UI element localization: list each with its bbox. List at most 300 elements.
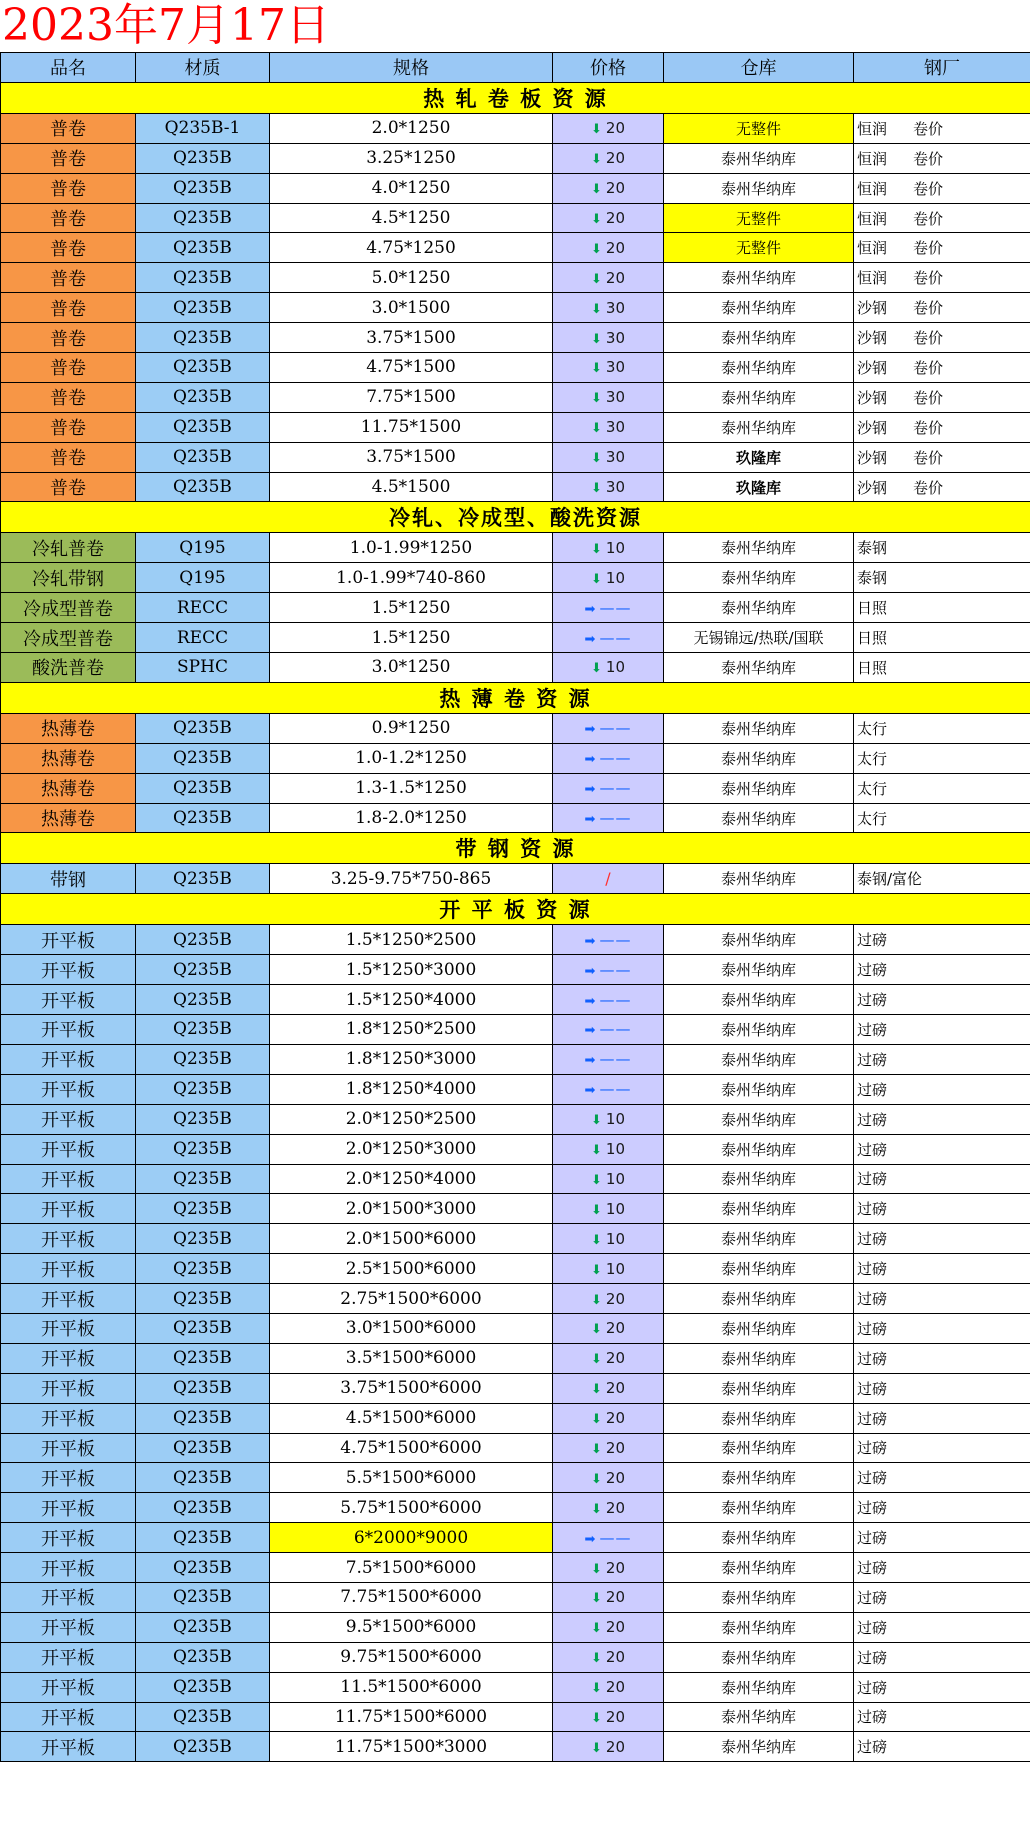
spec-cell[interactable]: 4.75*1500 <box>270 353 553 383</box>
mill-cell[interactable] <box>854 263 1030 293</box>
spec-cell[interactable]: 3.25*1250 <box>270 143 553 173</box>
warehouse-cell[interactable]: 泰州华纳库 <box>664 563 854 593</box>
warehouse-cell[interactable]: 泰州华纳库 <box>664 1373 854 1403</box>
spec-cell[interactable]: 1.5*1250*3000 <box>270 955 553 985</box>
product-name-cell[interactable]: 热薄卷 <box>1 713 136 743</box>
section-title[interactable]: 带 钢 资 源 <box>1 833 1030 864</box>
warehouse-cell[interactable]: 无整件 <box>664 203 854 233</box>
price-cell[interactable] <box>553 293 664 323</box>
mill-cell[interactable] <box>854 803 1030 833</box>
product-name-cell[interactable]: 普卷 <box>1 442 136 472</box>
product-name-cell[interactable]: 开平板 <box>1 1015 136 1045</box>
warehouse-cell[interactable]: 泰州华纳库 <box>664 1463 854 1493</box>
product-name-cell[interactable]: 普卷 <box>1 293 136 323</box>
mill-cell[interactable] <box>854 1015 1030 1045</box>
price-cell[interactable] <box>553 1015 664 1045</box>
material-cell[interactable]: Q235B <box>136 1164 270 1194</box>
material-cell[interactable]: Q235B <box>136 1702 270 1732</box>
mill-cell[interactable] <box>854 382 1030 412</box>
spec-cell[interactable]: 1.5*1250 <box>270 593 553 623</box>
material-cell[interactable]: Q235B <box>136 985 270 1015</box>
warehouse-cell[interactable]: 泰州华纳库 <box>664 293 854 323</box>
price-cell[interactable] <box>553 623 664 653</box>
mill-cell[interactable] <box>854 412 1030 442</box>
spec-cell[interactable]: 3.75*1500*6000 <box>270 1373 553 1403</box>
material-cell[interactable]: Q235B-1 <box>136 113 270 143</box>
warehouse-cell[interactable]: 泰州华纳库 <box>664 864 854 894</box>
product-name-cell[interactable]: 开平板 <box>1 1164 136 1194</box>
spec-cell[interactable]: 3.75*1500 <box>270 323 553 353</box>
product-name-cell[interactable]: 开平板 <box>1 1493 136 1523</box>
spec-cell[interactable]: 5.0*1250 <box>270 263 553 293</box>
spec-cell[interactable]: 3.75*1500 <box>270 442 553 472</box>
spec-cell[interactable]: 7.75*1500 <box>270 382 553 412</box>
warehouse-cell[interactable]: 泰州华纳库 <box>664 1194 854 1224</box>
warehouse-cell[interactable]: 泰州华纳库 <box>664 955 854 985</box>
mill-cell[interactable] <box>854 1074 1030 1104</box>
material-cell[interactable]: Q235B <box>136 1284 270 1314</box>
price-cell[interactable] <box>553 1104 664 1134</box>
price-cell[interactable] <box>553 955 664 985</box>
price-cell[interactable] <box>553 803 664 833</box>
mill-cell[interactable] <box>854 1104 1030 1134</box>
price-cell[interactable] <box>553 1194 664 1224</box>
warehouse-cell[interactable]: 泰州华纳库 <box>664 1044 854 1074</box>
price-cell[interactable] <box>553 925 664 955</box>
spec-cell[interactable]: 4.5*1250 <box>270 203 553 233</box>
material-cell[interactable]: Q235B <box>136 955 270 985</box>
material-cell[interactable]: Q235B <box>136 1194 270 1224</box>
price-cell[interactable] <box>553 563 664 593</box>
price-cell[interactable] <box>553 1343 664 1373</box>
material-cell[interactable]: RECC <box>136 593 270 623</box>
mill-cell[interactable] <box>854 985 1030 1015</box>
material-cell[interactable]: RECC <box>136 623 270 653</box>
mill-cell[interactable] <box>854 1373 1030 1403</box>
warehouse-cell[interactable]: 泰州华纳库 <box>664 323 854 353</box>
spec-cell[interactable]: 2.75*1500*6000 <box>270 1284 553 1314</box>
material-cell[interactable]: Q235B <box>136 293 270 323</box>
spec-cell[interactable]: 7.75*1500*6000 <box>270 1582 553 1612</box>
spec-cell[interactable]: 2.0*1250 <box>270 113 553 143</box>
warehouse-cell[interactable]: 泰州华纳库 <box>664 143 854 173</box>
mill-cell[interactable] <box>854 593 1030 623</box>
spec-cell[interactable]: 1.8*1250*4000 <box>270 1074 553 1104</box>
mill-cell[interactable] <box>854 713 1030 743</box>
warehouse-cell[interactable]: 玖隆库 <box>664 442 854 472</box>
material-cell[interactable]: Q235B <box>136 1612 270 1642</box>
material-cell[interactable]: Q235B <box>136 1134 270 1164</box>
material-cell[interactable]: Q235B <box>136 743 270 773</box>
mill-cell[interactable] <box>854 113 1030 143</box>
price-cell[interactable] <box>553 1702 664 1732</box>
material-cell[interactable]: Q235B <box>136 382 270 412</box>
product-name-cell[interactable]: 普卷 <box>1 472 136 502</box>
product-name-cell[interactable]: 普卷 <box>1 353 136 383</box>
price-cell[interactable] <box>553 533 664 563</box>
price-cell[interactable] <box>553 743 664 773</box>
spec-cell[interactable]: 2.0*1250*4000 <box>270 1164 553 1194</box>
mill-cell[interactable] <box>854 143 1030 173</box>
spec-cell[interactable]: 1.0-1.99*1250 <box>270 533 553 563</box>
spec-cell[interactable]: 2.0*1250*3000 <box>270 1134 553 1164</box>
spec-cell[interactable]: 1.8*1250*3000 <box>270 1044 553 1074</box>
price-cell[interactable] <box>553 442 664 472</box>
mill-cell[interactable] <box>854 293 1030 323</box>
material-cell[interactable]: Q235B <box>136 1672 270 1702</box>
section-title[interactable]: 开 平 板 资 源 <box>1 894 1030 925</box>
material-cell[interactable]: Q235B <box>136 1224 270 1254</box>
material-cell[interactable]: Q235B <box>136 412 270 442</box>
warehouse-cell[interactable]: 泰州华纳库 <box>664 173 854 203</box>
product-name-cell[interactable]: 酸洗普卷 <box>1 653 136 683</box>
product-name-cell[interactable]: 普卷 <box>1 382 136 412</box>
price-cell[interactable] <box>553 1074 664 1104</box>
price-cell[interactable] <box>553 1732 664 1762</box>
mill-cell[interactable] <box>854 955 1030 985</box>
spec-cell[interactable]: 1.0-1.99*740-860 <box>270 563 553 593</box>
mill-cell[interactable] <box>854 1224 1030 1254</box>
product-name-cell[interactable]: 开平板 <box>1 1074 136 1104</box>
product-name-cell[interactable]: 开平板 <box>1 1553 136 1583</box>
spec-cell[interactable]: 1.5*1250*2500 <box>270 925 553 955</box>
price-cell[interactable] <box>553 323 664 353</box>
warehouse-cell[interactable]: 无整件 <box>664 233 854 263</box>
price-cell[interactable] <box>553 1642 664 1672</box>
product-name-cell[interactable]: 普卷 <box>1 412 136 442</box>
spec-cell[interactable]: 3.0*1500 <box>270 293 553 323</box>
mill-cell[interactable] <box>854 773 1030 803</box>
spec-cell[interactable]: 3.25-9.75*750-865 <box>270 864 553 894</box>
warehouse-cell[interactable]: 泰州华纳库 <box>664 713 854 743</box>
price-cell[interactable] <box>553 593 664 623</box>
header-cell-warehouse[interactable]: 仓库 <box>664 53 854 83</box>
price-cell[interactable] <box>553 1164 664 1194</box>
warehouse-cell[interactable]: 泰州华纳库 <box>664 1493 854 1523</box>
spec-cell[interactable]: 11.75*1500 <box>270 412 553 442</box>
product-name-cell[interactable]: 普卷 <box>1 113 136 143</box>
spec-cell[interactable]: 4.5*1500*6000 <box>270 1403 553 1433</box>
header-cell-price[interactable]: 价格 <box>553 53 664 83</box>
price-cell[interactable] <box>553 1493 664 1523</box>
spec-cell[interactable]: 9.75*1500*6000 <box>270 1642 553 1672</box>
spec-cell[interactable]: 4.0*1250 <box>270 173 553 203</box>
spec-cell[interactable]: 1.3-1.5*1250 <box>270 773 553 803</box>
product-name-cell[interactable]: 开平板 <box>1 1732 136 1762</box>
warehouse-cell[interactable]: 泰州华纳库 <box>664 1582 854 1612</box>
product-name-cell[interactable]: 开平板 <box>1 1373 136 1403</box>
warehouse-cell[interactable]: 泰州华纳库 <box>664 1642 854 1672</box>
material-cell[interactable]: Q235B <box>136 1493 270 1523</box>
warehouse-cell[interactable]: 泰州华纳库 <box>664 1134 854 1164</box>
price-cell[interactable] <box>553 173 664 203</box>
mill-cell[interactable] <box>854 1612 1030 1642</box>
warehouse-cell[interactable]: 泰州华纳库 <box>664 1732 854 1762</box>
price-cell[interactable] <box>553 1672 664 1702</box>
product-name-cell[interactable]: 带钢 <box>1 864 136 894</box>
price-cell[interactable] <box>553 1612 664 1642</box>
material-cell[interactable]: Q235B <box>136 925 270 955</box>
material-cell[interactable]: Q195 <box>136 533 270 563</box>
warehouse-cell[interactable]: 泰州华纳库 <box>664 1164 854 1194</box>
material-cell[interactable]: Q235B <box>136 1403 270 1433</box>
price-cell[interactable] <box>553 412 664 442</box>
price-cell[interactable] <box>553 653 664 683</box>
material-cell[interactable]: Q235B <box>136 1463 270 1493</box>
price-cell[interactable] <box>553 1403 664 1433</box>
material-cell[interactable]: Q235B <box>136 1015 270 1045</box>
product-name-cell[interactable]: 开平板 <box>1 955 136 985</box>
price-cell[interactable] <box>553 1463 664 1493</box>
product-name-cell[interactable]: 开平板 <box>1 1702 136 1732</box>
mill-cell[interactable] <box>854 1702 1030 1732</box>
price-cell[interactable] <box>553 353 664 383</box>
material-cell[interactable]: Q235B <box>136 1254 270 1284</box>
product-name-cell[interactable]: 开平板 <box>1 1463 136 1493</box>
spec-cell[interactable]: 3.0*1500*6000 <box>270 1313 553 1343</box>
material-cell[interactable]: Q235B <box>136 353 270 383</box>
mill-cell[interactable] <box>854 1343 1030 1373</box>
material-cell[interactable]: Q235B <box>136 713 270 743</box>
product-name-cell[interactable]: 热薄卷 <box>1 743 136 773</box>
product-name-cell[interactable]: 冷轧普卷 <box>1 533 136 563</box>
product-name-cell[interactable]: 热薄卷 <box>1 773 136 803</box>
mill-cell[interactable] <box>854 1582 1030 1612</box>
material-cell[interactable]: Q235B <box>136 233 270 263</box>
mill-cell[interactable] <box>854 1254 1030 1284</box>
mill-cell[interactable] <box>854 323 1030 353</box>
spec-cell[interactable]: 4.75*1500*6000 <box>270 1433 553 1463</box>
product-name-cell[interactable]: 开平板 <box>1 1194 136 1224</box>
spec-cell[interactable]: 1.5*1250*4000 <box>270 985 553 1015</box>
product-name-cell[interactable]: 开平板 <box>1 1403 136 1433</box>
mill-cell[interactable] <box>854 1044 1030 1074</box>
warehouse-cell[interactable]: 泰州华纳库 <box>664 353 854 383</box>
material-cell[interactable]: Q195 <box>136 563 270 593</box>
product-name-cell[interactable]: 普卷 <box>1 173 136 203</box>
spec-cell[interactable]: 5.5*1500*6000 <box>270 1463 553 1493</box>
warehouse-cell[interactable]: 泰州华纳库 <box>664 1284 854 1314</box>
mill-cell[interactable] <box>854 1194 1030 1224</box>
mill-cell[interactable] <box>854 1553 1030 1583</box>
material-cell[interactable]: Q235B <box>136 143 270 173</box>
warehouse-cell[interactable]: 泰州华纳库 <box>664 1343 854 1373</box>
warehouse-cell[interactable]: 泰州华纳库 <box>664 1553 854 1583</box>
mill-cell[interactable] <box>854 1732 1030 1762</box>
warehouse-cell[interactable]: 泰州华纳库 <box>664 1224 854 1254</box>
material-cell[interactable]: Q235B <box>136 472 270 502</box>
spec-cell[interactable]: 3.5*1500*6000 <box>270 1343 553 1373</box>
price-cell[interactable] <box>553 1044 664 1074</box>
material-cell[interactable]: Q235B <box>136 1373 270 1403</box>
mill-cell[interactable] <box>854 173 1030 203</box>
warehouse-cell[interactable]: 泰州华纳库 <box>664 743 854 773</box>
warehouse-cell[interactable]: 泰州华纳库 <box>664 1612 854 1642</box>
material-cell[interactable]: Q235B <box>136 773 270 803</box>
product-name-cell[interactable]: 开平板 <box>1 1523 136 1553</box>
price-cell[interactable] <box>553 713 664 743</box>
mill-cell[interactable] <box>854 353 1030 383</box>
product-name-cell[interactable]: 普卷 <box>1 323 136 353</box>
warehouse-cell[interactable]: 泰州华纳库 <box>664 1313 854 1343</box>
warehouse-cell[interactable]: 泰州华纳库 <box>664 1074 854 1104</box>
material-cell[interactable]: Q235B <box>136 323 270 353</box>
warehouse-cell[interactable]: 泰州华纳库 <box>664 1672 854 1702</box>
spec-cell[interactable]: 0.9*1250 <box>270 713 553 743</box>
material-cell[interactable]: Q235B <box>136 442 270 472</box>
price-cell[interactable] <box>553 1553 664 1583</box>
section-title[interactable]: 冷轧、冷成型、酸洗资源 <box>1 502 1030 533</box>
product-name-cell[interactable]: 冷成型普卷 <box>1 593 136 623</box>
spec-cell[interactable]: 11.75*1500*6000 <box>270 1702 553 1732</box>
warehouse-cell[interactable]: 泰州华纳库 <box>664 1433 854 1463</box>
product-name-cell[interactable]: 普卷 <box>1 203 136 233</box>
material-cell[interactable]: Q235B <box>136 263 270 293</box>
price-cell[interactable] <box>553 985 664 1015</box>
warehouse-cell[interactable]: 泰州华纳库 <box>664 653 854 683</box>
product-name-cell[interactable]: 开平板 <box>1 985 136 1015</box>
product-name-cell[interactable]: 开平板 <box>1 1433 136 1463</box>
mill-cell[interactable] <box>854 533 1030 563</box>
mill-cell[interactable] <box>854 233 1030 263</box>
mill-cell[interactable] <box>854 1672 1030 1702</box>
warehouse-cell[interactable]: 泰州华纳库 <box>664 1254 854 1284</box>
spec-cell[interactable]: 2.0*1500*3000 <box>270 1194 553 1224</box>
warehouse-cell[interactable]: 泰州华纳库 <box>664 412 854 442</box>
product-name-cell[interactable]: 开平板 <box>1 1254 136 1284</box>
spec-cell[interactable]: 2.0*1500*6000 <box>270 1224 553 1254</box>
material-cell[interactable]: Q235B <box>136 1582 270 1612</box>
mill-cell[interactable] <box>854 1642 1030 1672</box>
price-cell[interactable] <box>553 1224 664 1254</box>
mill-cell[interactable] <box>854 864 1030 894</box>
mill-cell[interactable] <box>854 203 1030 233</box>
price-cell[interactable] <box>553 472 664 502</box>
warehouse-cell[interactable]: 泰州华纳库 <box>664 1523 854 1553</box>
spec-cell[interactable]: 5.75*1500*6000 <box>270 1493 553 1523</box>
material-cell[interactable]: Q235B <box>136 864 270 894</box>
warehouse-cell[interactable]: 泰州华纳库 <box>664 1702 854 1732</box>
product-name-cell[interactable]: 开平板 <box>1 1343 136 1373</box>
header-cell-material[interactable]: 材质 <box>136 53 270 83</box>
warehouse-cell[interactable]: 泰州华纳库 <box>664 382 854 412</box>
price-cell[interactable] <box>553 864 664 894</box>
price-cell[interactable] <box>553 1284 664 1314</box>
material-cell[interactable]: Q235B <box>136 173 270 203</box>
material-cell[interactable]: Q235B <box>136 803 270 833</box>
section-title[interactable]: 热 薄 卷 资 源 <box>1 682 1030 713</box>
price-cell[interactable] <box>553 1254 664 1284</box>
price-cell[interactable] <box>553 1373 664 1403</box>
spec-cell[interactable]: 1.8-2.0*1250 <box>270 803 553 833</box>
spec-cell[interactable]: 11.75*1500*3000 <box>270 1732 553 1762</box>
material-cell[interactable]: Q235B <box>136 203 270 233</box>
warehouse-cell[interactable]: 泰州华纳库 <box>664 1015 854 1045</box>
material-cell[interactable]: Q235B <box>136 1044 270 1074</box>
spec-cell[interactable]: 7.5*1500*6000 <box>270 1553 553 1583</box>
price-cell[interactable] <box>553 773 664 803</box>
product-name-cell[interactable]: 开平板 <box>1 1284 136 1314</box>
product-name-cell[interactable]: 开平板 <box>1 1134 136 1164</box>
product-name-cell[interactable]: 开平板 <box>1 1582 136 1612</box>
mill-cell[interactable] <box>854 1284 1030 1314</box>
spec-cell[interactable]: 1.0-1.2*1250 <box>270 743 553 773</box>
price-cell[interactable] <box>553 1433 664 1463</box>
price-cell[interactable] <box>553 1313 664 1343</box>
product-name-cell[interactable]: 开平板 <box>1 1672 136 1702</box>
product-name-cell[interactable]: 冷成型普卷 <box>1 623 136 653</box>
price-cell[interactable] <box>553 143 664 173</box>
spec-cell[interactable]: 9.5*1500*6000 <box>270 1612 553 1642</box>
material-cell[interactable]: Q235B <box>136 1553 270 1583</box>
product-name-cell[interactable]: 开平板 <box>1 1313 136 1343</box>
material-cell[interactable]: Q235B <box>136 1732 270 1762</box>
mill-cell[interactable] <box>854 925 1030 955</box>
material-cell[interactable]: Q235B <box>136 1343 270 1373</box>
spec-cell[interactable]: 6*2000*9000 <box>270 1523 553 1553</box>
mill-cell[interactable] <box>854 653 1030 683</box>
material-cell[interactable]: Q235B <box>136 1433 270 1463</box>
price-cell[interactable] <box>553 233 664 263</box>
product-name-cell[interactable]: 开平板 <box>1 1104 136 1134</box>
material-cell[interactable]: Q235B <box>136 1104 270 1134</box>
mill-cell[interactable] <box>854 623 1030 653</box>
spec-cell[interactable]: 4.5*1500 <box>270 472 553 502</box>
warehouse-cell[interactable]: 泰州华纳库 <box>664 773 854 803</box>
mill-cell[interactable] <box>854 1433 1030 1463</box>
spec-cell[interactable]: 2.5*1500*6000 <box>270 1254 553 1284</box>
product-name-cell[interactable]: 开平板 <box>1 925 136 955</box>
header-cell-mill[interactable]: 钢厂 <box>854 53 1030 83</box>
material-cell[interactable]: SPHC <box>136 653 270 683</box>
warehouse-cell[interactable]: 泰州华纳库 <box>664 1403 854 1433</box>
material-cell[interactable]: Q235B <box>136 1074 270 1104</box>
mill-cell[interactable] <box>854 1403 1030 1433</box>
warehouse-cell[interactable]: 泰州华纳库 <box>664 803 854 833</box>
price-cell[interactable] <box>553 382 664 412</box>
mill-cell[interactable] <box>854 1313 1030 1343</box>
header-cell-spec[interactable]: 规格 <box>270 53 553 83</box>
mill-cell[interactable] <box>854 563 1030 593</box>
product-name-cell[interactable]: 开平板 <box>1 1044 136 1074</box>
material-cell[interactable]: Q235B <box>136 1313 270 1343</box>
mill-cell[interactable] <box>854 472 1030 502</box>
mill-cell[interactable] <box>854 1134 1030 1164</box>
spec-cell[interactable]: 1.8*1250*2500 <box>270 1015 553 1045</box>
spec-cell[interactable]: 11.5*1500*6000 <box>270 1672 553 1702</box>
header-cell-name[interactable]: 品名 <box>1 53 136 83</box>
product-name-cell[interactable]: 开平板 <box>1 1642 136 1672</box>
price-cell[interactable] <box>553 1134 664 1164</box>
warehouse-cell[interactable]: 泰州华纳库 <box>664 1104 854 1134</box>
mill-cell[interactable] <box>854 1493 1030 1523</box>
warehouse-cell[interactable]: 无整件 <box>664 113 854 143</box>
price-cell[interactable] <box>553 1582 664 1612</box>
warehouse-cell[interactable]: 玖隆库 <box>664 472 854 502</box>
product-name-cell[interactable]: 开平板 <box>1 1612 136 1642</box>
warehouse-cell[interactable]: 无锡锦远/热联/国联 <box>664 623 854 653</box>
product-name-cell[interactable]: 普卷 <box>1 143 136 173</box>
price-cell[interactable] <box>553 203 664 233</box>
mill-cell[interactable] <box>854 743 1030 773</box>
mill-cell[interactable] <box>854 1523 1030 1553</box>
spec-cell[interactable]: 4.75*1250 <box>270 233 553 263</box>
price-cell[interactable] <box>553 113 664 143</box>
spec-cell[interactable]: 1.5*1250 <box>270 623 553 653</box>
warehouse-cell[interactable]: 泰州华纳库 <box>664 263 854 293</box>
warehouse-cell[interactable]: 泰州华纳库 <box>664 593 854 623</box>
section-title[interactable]: 热 轧 卷 板 资 源 <box>1 82 1030 113</box>
